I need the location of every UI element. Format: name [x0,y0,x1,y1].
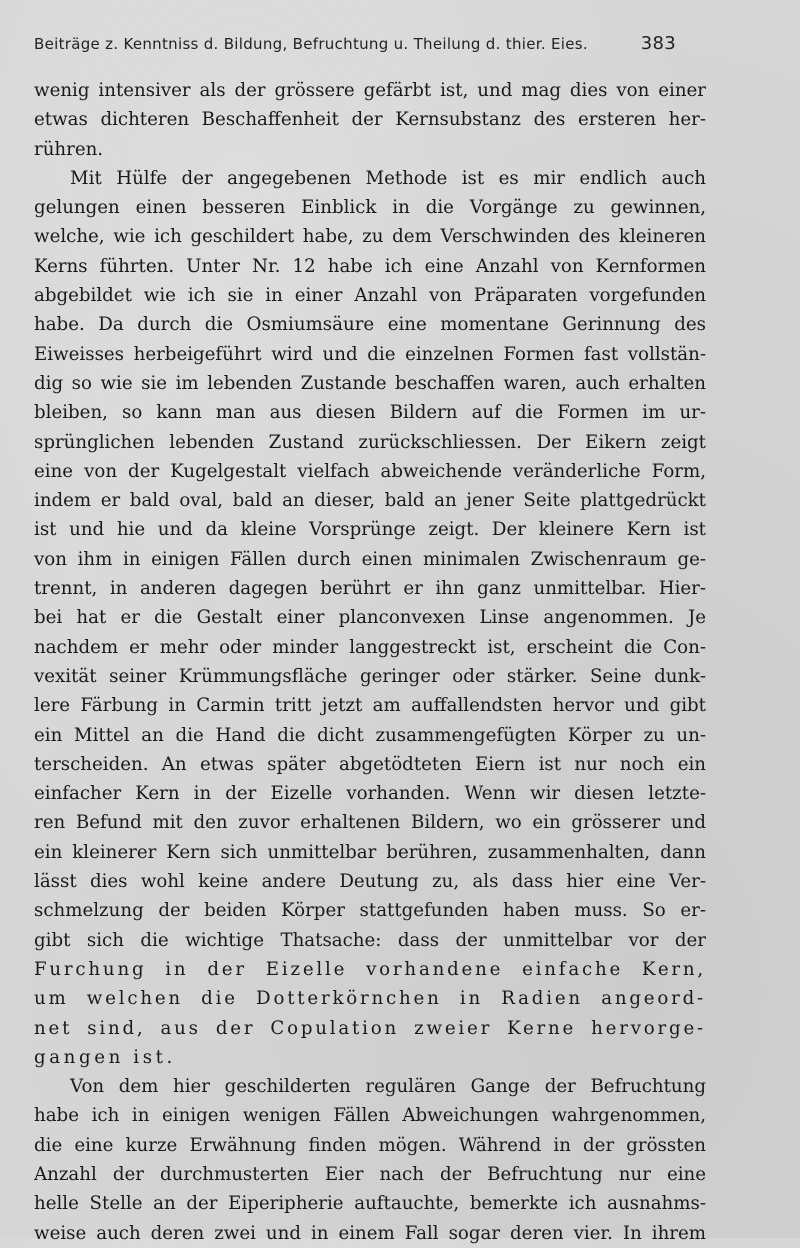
text-line: trennt, in anderen dagegen berührt er ihn ganz unmittelbar. Hier- [34,578,706,600]
emphasized-text-line: um welchen die Dotterkörnchen in Radien angeord- [34,988,706,1010]
text-line: rühren. [34,138,104,160]
text-line: Kerns führten. Unter Nr. 12 habe ich eine Anzahl von Kernformen [34,255,706,277]
running-header [34,33,676,59]
text-line: wenig intensiver als der grössere gefärbt ist, und mag dies von einer [34,80,706,101]
text-line: bleiben, so kann man aus diesen Bildern auf die Formen im ur- [34,402,706,424]
emphasized-text-line: net sind, aus der Copulation zweier Kerne hervorge- [34,1017,706,1039]
text-line: schmelzung der beiden Körper stattgefunden haben muss. So er- [34,900,706,922]
text-line: terscheiden. An etwas später abgetödteten Eiern ist nur noch ein [34,753,706,775]
text-line: Eiweisses herbeigeführt wird und die einzelnen Formen fast vollstän- [34,343,706,365]
text-line: ein Mittel an die Hand die dicht zusammengefügten Körper zu un- [34,724,706,746]
text-line: Anzahl der durchmusterten Eier nach der Befruchtung nur eine [34,1163,706,1185]
emphasized-text-line: gangen ist. [34,1046,176,1068]
text-line: gelungen einen besseren Einblick in die Vorgänge zu gewinnen, [34,197,706,219]
text-line: welche, wie ich geschildert habe, zu dem Verschwinden des kleineren [34,226,706,248]
body-text [34,76,706,1248]
text-line: eine von der Kugelgestalt vielfach abweichende veränderliche Form, [34,460,706,482]
text-line: von ihm in einigen Fällen durch einen minimalen Zwischenraum ge- [34,548,706,570]
text-line: habe ich in einigen wenigen Fällen Abweichungen wahrgenommen, [34,1105,706,1127]
paragraph-first-line: Mit Hülfe der angegebenen Methode ist es mir endlich auch [70,167,706,189]
text-line: nachdem er mehr oder minder langgestreckt ist, erscheint die Con- [34,636,706,658]
text-line: einfacher Kern in der Eizelle vorhanden. Wenn wir diesen letzte- [34,783,706,805]
text-line: indem er bald oval, bald an dieser, bald an jener Seite plattgedrückt [34,490,706,512]
running-title: Beiträge z. Kenntniss d. Bildung, Befruchtung u. Theilung d. thier. Eies. [34,35,588,53]
text-line: abgebildet wie ich sie in einer Anzahl von Präparaten vorgefunden [34,285,706,307]
text-line: helle Stelle an der Eiperipherie auftauchte, bemerkte ich ausnahms- [34,1193,706,1215]
text-line: vexität seiner Krümmungsfläche geringer oder stärker. Seine dunk- [34,665,706,687]
text-line: dig so wie sie im lebenden Zustande beschaffen waren, auch erhalten [34,372,706,394]
text-line: die eine kurze Erwähnung finden mögen. Während in der grössten [34,1134,706,1156]
text-line: etwas dichteren Beschaffenheit der Kernsubstanz des ersteren her- [34,109,706,131]
text-line: ein kleinerer Kern sich unmittelbar berühren, zusammenhalten, dann [34,841,706,863]
text-line: lässt dies wohl keine andere Deutung zu, als dass hier eine Ver- [34,871,706,893]
page-number: 383 [640,33,676,54]
text-line: ist und hie und da kleine Vorsprünge zeigt. Der kleinere Kern ist [34,519,706,541]
emphasized-text-line: Furchung in der Eizelle vorhandene einfache Kern, [34,958,706,980]
text-line: gibt sich die wichtige Thatsache: dass der unmittelbar vor der [34,929,706,951]
text-line: weise auch deren zwei und in einem Fall sogar deren vier. In ihrem [34,1222,706,1244]
text-line: sprünglichen lebenden Zustand zurückschliessen. Der Eikern zeigt [34,431,706,453]
text-line: lere Färbung in Carmin tritt jetzt am auffallendsten hervor und gibt [34,695,706,717]
text-line: ren Befund mit den zuvor erhaltenen Bildern, wo ein grösserer und [34,812,706,834]
text-line: bei hat er die Gestalt einer planconvexen Linse angenommen. Je [34,607,706,629]
paragraph-first-line: Von dem hier geschilderten regulären Gange der Befruchtung [70,1076,706,1098]
text-line: habe. Da durch die Osmiumsäure eine momentane Gerinnung des [34,314,706,336]
